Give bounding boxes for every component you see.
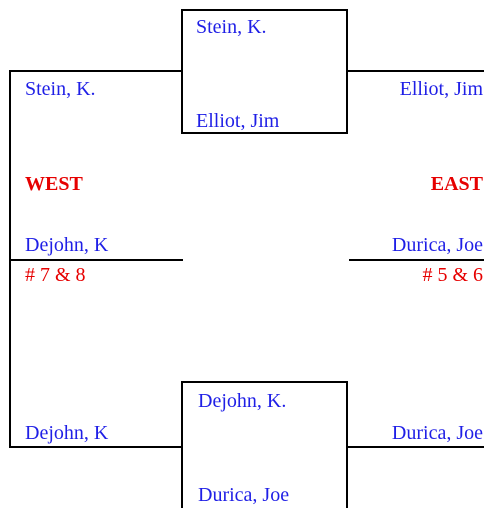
east-mid-entry: Durica, Joe [391, 234, 483, 256]
east-top-line [346, 70, 484, 72]
west-bottom-entry: Dejohn, K [25, 422, 109, 444]
west-top-entry: Stein, K. [25, 78, 96, 100]
east-bottom-entry: Durica, Joe [391, 422, 483, 444]
west-mid-entry: Dejohn, K [25, 234, 109, 256]
west-top-line [9, 70, 183, 72]
east-bottom-line [346, 446, 484, 448]
west-seed: # 7 & 8 [25, 264, 86, 286]
top-box-bottom-border [181, 132, 348, 134]
top-final-lower-name: Elliot, Jim [196, 110, 280, 132]
west-mid-line [9, 259, 183, 261]
west-label: WEST [25, 173, 83, 195]
top-final-upper-name: Stein, K. [196, 16, 267, 38]
top-box-top-border [181, 9, 348, 11]
bottom-box-right-border [346, 381, 348, 508]
east-top-entry: Elliot, Jim [399, 78, 483, 100]
bottom-final-lower-name: Durica, Joe [198, 484, 290, 506]
west-bottom-line [9, 446, 183, 448]
east-label: EAST [430, 173, 483, 195]
bottom-box-left-border [181, 381, 183, 508]
east-seed: # 5 & 6 [422, 264, 483, 286]
bottom-final-upper-name: Dejohn, K. [198, 390, 287, 412]
bottom-box-top-border [181, 381, 348, 383]
east-mid-line [349, 259, 484, 261]
